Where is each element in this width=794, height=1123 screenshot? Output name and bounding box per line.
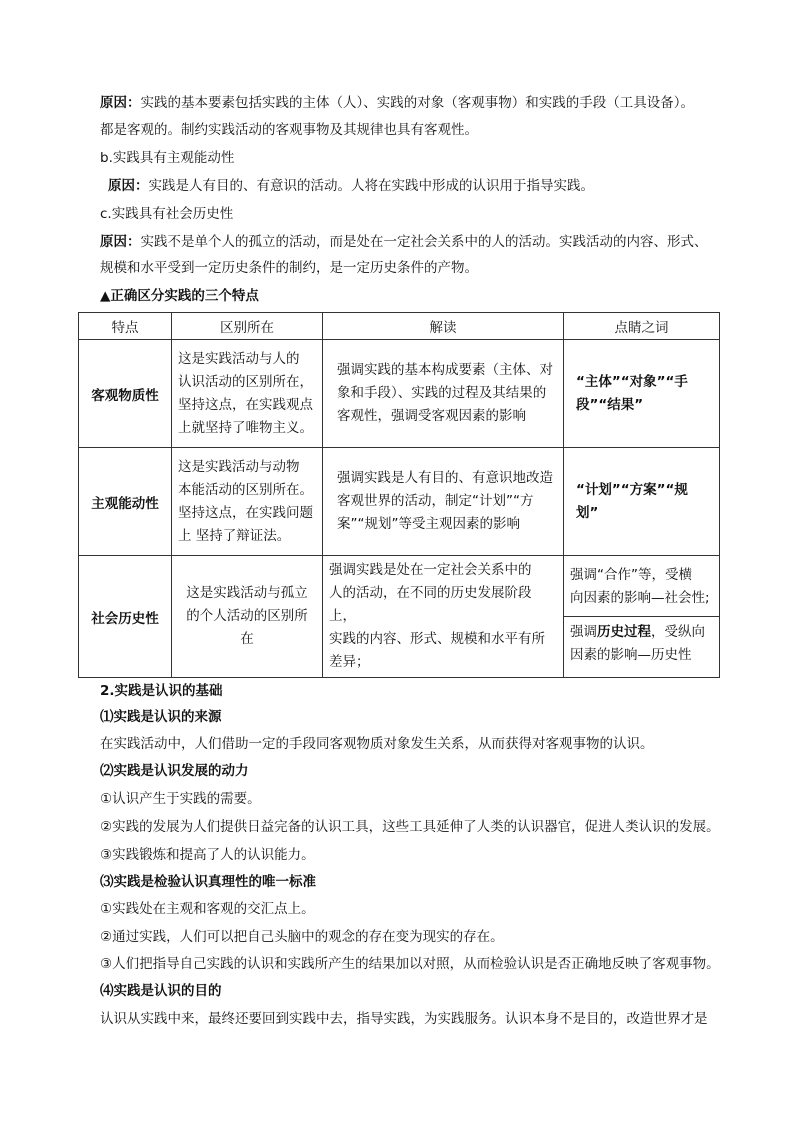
diff-line: 上就坚持了唯物主义。 bbox=[178, 419, 313, 436]
subsection-2-item: ①认识产生于实践的需要。 bbox=[100, 791, 261, 807]
subsection-4-title: ⑷实践是认识的目的 bbox=[100, 983, 222, 999]
header-difference: 区别所在 bbox=[172, 313, 323, 340]
difference-cell bbox=[172, 448, 323, 556]
subsection-2-item: ②实践的发展为人们提供日益完备的认识工具，这些工具延伸了人类的认识器官，促进人类认识的发展。 bbox=[100, 819, 720, 835]
desc-line: 强调实践是人有目的、有意识地改造 bbox=[337, 470, 553, 486]
desc-line: 差异； bbox=[329, 654, 370, 670]
key-line: 段”“结果” bbox=[576, 396, 644, 413]
feature-name: 社会历史性 bbox=[79, 556, 172, 678]
reason-label-2: 原因： bbox=[108, 178, 149, 194]
diff-line: 坚持这点，在实践观点 bbox=[178, 396, 313, 413]
subsection-2-title: ⑵实践是认识发展的动力 bbox=[100, 763, 249, 779]
desc-line: 实践的内容、形式、规模和水平有所 bbox=[329, 631, 545, 647]
header-interpretation: 解读 bbox=[323, 313, 564, 340]
table-row bbox=[79, 448, 720, 556]
c-reason-1 bbox=[100, 232, 708, 252]
subsection-2-item: ③实践锻炼和提高了人的认识能力。 bbox=[100, 847, 315, 863]
feature-name: 客观物质性 bbox=[79, 340, 172, 448]
reason-label-1: 原因： bbox=[100, 95, 141, 111]
table-header-row bbox=[79, 313, 720, 340]
c-title: c.实践具有社会历史性 bbox=[100, 206, 234, 222]
keyword-social bbox=[564, 556, 719, 617]
subsection-1-title: ⑴实践是认识的来源 bbox=[100, 709, 222, 725]
b-reason-text: 实践是人有目的、有意识的活动。人将在实践中形成的认识用于指导实践。 bbox=[148, 178, 594, 194]
key-line: 因素的影响—历史性 bbox=[570, 647, 692, 663]
table-row bbox=[79, 340, 720, 448]
desc-line: 客观性，强调受客观因素的影响 bbox=[337, 408, 526, 424]
keyword-cell bbox=[564, 448, 720, 556]
subsection-3-item: ①实践处在主观和客观的交汇点上。 bbox=[100, 901, 315, 917]
subsection-1-text: 在实践活动中，人们借助一定的手段同客观物质对象发生关系，从而获得对客观事物的认识。 bbox=[100, 736, 654, 752]
feature-name: 主观能动性 bbox=[79, 448, 172, 556]
desc-line: 象和手段）、实践的过程及其结果的 bbox=[337, 385, 547, 401]
intro-line-1 bbox=[100, 93, 694, 113]
diff-line: 认识活动的区别所在， bbox=[178, 373, 313, 390]
keyword-history bbox=[564, 617, 719, 671]
difference-cell bbox=[172, 556, 323, 678]
diff-line: 在 bbox=[240, 631, 254, 647]
desc-line: 强调实践是处在一定社会关系中的 bbox=[329, 562, 532, 578]
keyword-cell bbox=[564, 556, 720, 678]
diff-line: 坚持这点，在实践问题 bbox=[178, 504, 313, 521]
desc-line: 人的活动，在不同的历史发展阶段上， bbox=[329, 585, 532, 624]
subsection-3-item: ②通过实践，人们可以把自己头脑中的观念的存在变为现实的存在。 bbox=[100, 929, 504, 945]
key-line: 向因素的影响—社会性; bbox=[570, 590, 710, 606]
section-2-title: 2.实践是认识的基础 bbox=[100, 683, 223, 699]
desc-line: 案”“规划”等受主观因素的影响 bbox=[337, 516, 520, 532]
key-line: 强调历史过程，受纵向 bbox=[570, 624, 705, 640]
key-line: “计划”“方案”“规 bbox=[576, 481, 688, 498]
b-title: b.实践具有主观能动性 bbox=[100, 150, 235, 166]
diff-line: 上 坚持了辩证法。 bbox=[178, 527, 291, 544]
diff-line: 的个人活动的区别所 bbox=[186, 608, 308, 624]
subsection-3-item: ③人们把指导自己实践的认识和实践所产生的结果加以对照，从而检验认识是否正确地反映了客观事物。 bbox=[100, 956, 720, 972]
key-line: 强调“合作”等，受横 bbox=[570, 567, 692, 583]
key-line: “主体”“对象”“手 bbox=[576, 373, 688, 390]
diff-line: 这是实践活动与孤立 bbox=[186, 585, 308, 601]
features-table bbox=[78, 312, 720, 678]
desc-line: 客观世界的活动，制定“计划”“方 bbox=[337, 493, 534, 509]
table-title: ▲正确区分实践的三个特点 bbox=[100, 288, 259, 304]
b-reason bbox=[108, 176, 594, 196]
diff-line: 这是实践活动与动物 bbox=[178, 458, 300, 475]
intro-text-1: 实践的基本要素包括实践的主体（人）、实践的对象（客观事物）和实践的手段（工具设备）。 bbox=[140, 95, 694, 111]
c-reason-text: 实践不是单个人的孤立的活动，而是处在一定社会关系中的人的活动。实践活动的内容、形式、 bbox=[140, 234, 708, 250]
interpretation-cell bbox=[323, 340, 564, 448]
header-keywords: 点睛之词 bbox=[564, 313, 720, 340]
diff-line: 本能活动的区别所在。 bbox=[178, 481, 313, 498]
reason-label-3: 原因： bbox=[100, 234, 141, 250]
intro-line-2: 都是客观的。制约实践活动的客观事物及其规律也具有客观性。 bbox=[100, 122, 478, 138]
desc-line: 强调实践的基本构成要素（主体、对 bbox=[337, 362, 553, 378]
subsection-4-text: 认识从实践中来，最终还要回到实践中去，指导实践，为实践服务。认识本身不是目的，改造世界才是 bbox=[100, 1011, 708, 1027]
keyword-cell bbox=[564, 340, 720, 448]
subsection-3-title: ⑶实践是检验认识真理性的唯一标准 bbox=[100, 874, 316, 890]
header-feature: 特点 bbox=[79, 313, 172, 340]
difference-cell bbox=[172, 340, 323, 448]
diff-line: 这是实践活动与人的 bbox=[178, 350, 300, 367]
interpretation-cell bbox=[323, 556, 564, 678]
interpretation-cell bbox=[323, 448, 564, 556]
key-line: 划” bbox=[576, 504, 599, 521]
c-reason-2: 规模和水平受到一定历史条件的制约，是一定历史条件的产物。 bbox=[100, 260, 478, 276]
table-row bbox=[79, 556, 720, 678]
